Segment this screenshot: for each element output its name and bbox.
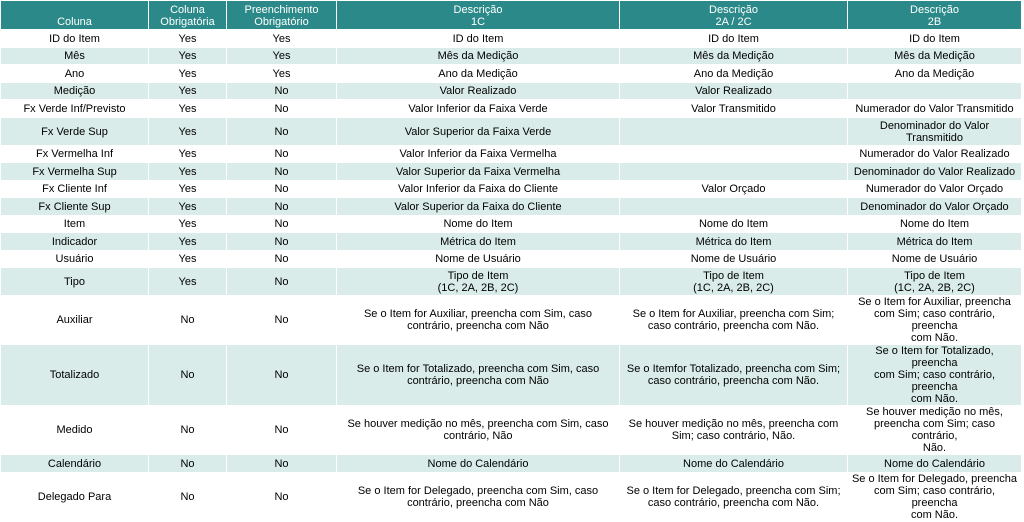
- cell-preenchimento: No: [227, 181, 337, 198]
- cell-descricao-2b: Se o Item for Delegado, preencha com Sim; caso contrário, preencha com Não.: [848, 473, 1022, 522]
- cell-descricao-1c: Se o Item for Auxiliar, preencha com Sim, caso contrário, preencha com Não: [337, 296, 620, 345]
- cell-preenchimento: No: [227, 268, 337, 296]
- cell-descricao-2a-2c: Valor Realizado: [620, 83, 848, 100]
- cell-coluna: Totalizado: [1, 345, 149, 406]
- cell-descricao-1c: Se o Item for Delegado, preencha com Sim, caso contrário, preencha com Não: [337, 473, 620, 522]
- cell-obrigatoria: No: [149, 455, 227, 473]
- cell-coluna: ID do Item: [1, 30, 149, 48]
- cell-obrigatoria: Yes: [149, 251, 227, 268]
- header-coluna-obrigatoria: [149, 1, 227, 30]
- cell-descricao-2b: Tipo de Item (1C, 2A, 2B, 2C): [848, 268, 1022, 296]
- cell-coluna: Fx Verde Sup: [1, 118, 149, 146]
- header-descricao-2b: [848, 1, 1022, 30]
- table-row: [1, 163, 1022, 181]
- cell-descricao-2b: Se houver medição no mês, preencha com Sim; caso contrário, Não.: [848, 406, 1022, 455]
- header-coluna: [1, 1, 149, 30]
- cell-coluna: Fx Verde Inf/Previsto: [1, 100, 149, 118]
- cell-descricao-1c: Se houver medição no mês, preencha com Sim, caso contrário, Não: [337, 406, 620, 455]
- cell-preenchimento: Yes: [227, 48, 337, 65]
- cell-obrigatoria: Yes: [149, 198, 227, 216]
- table-row: [1, 198, 1022, 216]
- table-row: [1, 345, 1022, 406]
- table-row: [1, 48, 1022, 65]
- header-line: Descrição: [709, 4, 758, 16]
- cell-coluna: Fx Vermelha Inf: [1, 146, 149, 163]
- header-line: Descrição: [453, 4, 503, 16]
- cell-descricao-2b: ID do Item: [848, 30, 1022, 48]
- cell-coluna: Medido: [1, 406, 149, 455]
- cell-obrigatoria: Yes: [149, 146, 227, 163]
- cell-coluna: Delegado Para: [1, 473, 149, 522]
- cell-descricao-1c: Valor Inferior da Faixa do Cliente: [337, 181, 620, 198]
- table-row: [1, 268, 1022, 296]
- cell-descricao-2a-2c: Valor Orçado: [620, 181, 848, 198]
- cell-obrigatoria: Yes: [149, 233, 227, 251]
- cell-descricao-1c: Valor Inferior da Faixa Verde: [337, 100, 620, 118]
- cell-obrigatoria: Yes: [149, 100, 227, 118]
- cell-obrigatoria: No: [149, 406, 227, 455]
- cell-coluna: Fx Cliente Sup: [1, 198, 149, 216]
- cell-descricao-2b: Métrica do Item: [848, 233, 1022, 251]
- cell-descricao-1c: Ano da Medição: [337, 65, 620, 83]
- table-body: [1, 30, 1022, 522]
- cell-preenchimento: No: [227, 455, 337, 473]
- cell-descricao-2b: Numerador do Valor Orçado: [848, 181, 1022, 198]
- cell-preenchimento: No: [227, 163, 337, 181]
- cell-descricao-2b: Denominador do Valor Realizado: [848, 163, 1022, 181]
- cell-obrigatoria: Yes: [149, 83, 227, 100]
- cell-obrigatoria: No: [149, 345, 227, 406]
- cell-preenchimento: No: [227, 406, 337, 455]
- cell-descricao-2b: Nome do Calendário: [848, 455, 1022, 473]
- header-row: [1, 1, 1022, 30]
- cell-descricao-2a-2c: Se o Itemfor Totalizado, preencha com Sim; caso contrário, preencha com Não.: [620, 345, 848, 406]
- cell-obrigatoria: Yes: [149, 30, 227, 48]
- cell-descricao-2a-2c: ID do Item: [620, 30, 848, 48]
- cell-preenchimento: No: [227, 198, 337, 216]
- cell-descricao-2b: Numerador do Valor Transmitido: [848, 100, 1022, 118]
- header-line: 1C: [470, 16, 486, 28]
- cell-descricao-2a-2c: Tipo de Item (1C, 2A, 2B, 2C): [620, 268, 848, 296]
- table-header: [1, 1, 1022, 30]
- cell-descricao-2b: Nome do Item: [848, 216, 1022, 233]
- table-row: [1, 30, 1022, 48]
- cell-coluna: Indicador: [1, 233, 149, 251]
- cell-obrigatoria: Yes: [149, 216, 227, 233]
- cell-descricao-2a-2c: Se o Item for Auxiliar, preencha com Sim; caso contrário, preencha com Não.: [620, 296, 848, 345]
- cell-descricao-2a-2c: Ano da Medição: [620, 65, 848, 83]
- cell-preenchimento: Yes: [227, 65, 337, 83]
- cell-descricao-2a-2c: Métrica do Item: [620, 233, 848, 251]
- cell-coluna: Tipo: [1, 268, 149, 296]
- cell-descricao-2a-2c: [620, 146, 848, 163]
- table-row: [1, 296, 1022, 345]
- table-row: [1, 146, 1022, 163]
- cell-coluna: Fx Cliente Inf: [1, 181, 149, 198]
- cell-descricao-1c: Tipo de Item (1C, 2A, 2B, 2C): [337, 268, 620, 296]
- header-line: Preenchimento: [244, 4, 319, 16]
- header-line: Descrição: [910, 4, 959, 16]
- cell-preenchimento: No: [227, 83, 337, 100]
- cell-descricao-2a-2c: Valor Transmitido: [620, 100, 848, 118]
- cell-descricao-1c: Valor Superior da Faixa Verde: [337, 118, 620, 146]
- cell-preenchimento: No: [227, 296, 337, 345]
- cell-coluna: Auxiliar: [1, 296, 149, 345]
- table-row: [1, 100, 1022, 118]
- header-line: Obrigatória: [160, 16, 215, 28]
- cell-descricao-1c: Nome do Item: [337, 216, 620, 233]
- cell-coluna: Fx Vermelha Sup: [1, 163, 149, 181]
- cell-obrigatoria: No: [149, 296, 227, 345]
- cell-descricao-1c: Se o Item for Totalizado, preencha com Sim, caso contrário, preencha com Não: [337, 345, 620, 406]
- table-row: [1, 216, 1022, 233]
- cell-descricao-1c: Valor Realizado: [337, 83, 620, 100]
- cell-obrigatoria: No: [149, 473, 227, 522]
- cell-preenchimento: No: [227, 118, 337, 146]
- cell-descricao-2b: Se o Item for Totalizado, preencha com Sim; caso contrário, preencha com Não.: [848, 345, 1022, 406]
- table-row: [1, 455, 1022, 473]
- cell-descricao-2a-2c: [620, 118, 848, 146]
- cell-descricao-1c: Valor Superior da Faixa Vermelha: [337, 163, 620, 181]
- table-row: [1, 118, 1022, 146]
- cell-descricao-2b: Denominador do Valor Orçado: [848, 198, 1022, 216]
- table-row: [1, 251, 1022, 268]
- cell-obrigatoria: Yes: [149, 118, 227, 146]
- cell-descricao-2a-2c: [620, 198, 848, 216]
- cell-coluna: Usuário: [1, 251, 149, 268]
- cell-preenchimento: No: [227, 216, 337, 233]
- cell-preenchimento: No: [227, 233, 337, 251]
- cell-obrigatoria: Yes: [149, 268, 227, 296]
- cell-coluna: Item: [1, 216, 149, 233]
- cell-descricao-1c: Valor Inferior da Faixa Vermelha: [337, 146, 620, 163]
- cell-obrigatoria: Yes: [149, 163, 227, 181]
- header-line: Coluna: [170, 4, 205, 16]
- table-row: [1, 406, 1022, 455]
- table-row: [1, 233, 1022, 251]
- cell-descricao-2b: Numerador do Valor Realizado: [848, 146, 1022, 163]
- cell-preenchimento: No: [227, 473, 337, 522]
- cell-descricao-2a-2c: Nome do Item: [620, 216, 848, 233]
- cell-preenchimento: No: [227, 251, 337, 268]
- cell-descricao-2a-2c: Nome de Usuário: [620, 251, 848, 268]
- cell-descricao-2b: Ano da Medição: [848, 65, 1022, 83]
- header-line: Obrigatório: [254, 16, 309, 28]
- header-line: 2A / 2C: [715, 16, 752, 28]
- cell-coluna: Medição: [1, 83, 149, 100]
- cell-obrigatoria: Yes: [149, 181, 227, 198]
- cell-descricao-2b: Mês da Medição: [848, 48, 1022, 65]
- cell-descricao-2a-2c: Se o Item for Delegado, preencha com Sim; caso contrário, preencha com Não.: [620, 473, 848, 522]
- cell-descricao-1c: Métrica do Item: [337, 233, 620, 251]
- cell-descricao-1c: Nome do Calendário: [337, 455, 620, 473]
- header-preenchimento-obrigatorio: [227, 1, 337, 30]
- header-line: Coluna: [57, 16, 92, 28]
- cell-obrigatoria: Yes: [149, 65, 227, 83]
- header-descricao-2a-2c: [620, 1, 848, 30]
- cell-descricao-2b: Nome de Usuário: [848, 251, 1022, 268]
- cell-preenchimento: Yes: [227, 30, 337, 48]
- cell-descricao-1c: Valor Superior da Faixa do Cliente: [337, 198, 620, 216]
- cell-descricao-2b: [848, 83, 1022, 100]
- cell-descricao-2a-2c: [620, 163, 848, 181]
- cell-obrigatoria: Yes: [149, 48, 227, 65]
- header-descricao-1c: [337, 1, 620, 30]
- cell-descricao-1c: Nome de Usuário: [337, 251, 620, 268]
- table-row: [1, 65, 1022, 83]
- cell-coluna: Ano: [1, 65, 149, 83]
- cell-descricao-2a-2c: Nome do Calendário: [620, 455, 848, 473]
- cell-preenchimento: No: [227, 146, 337, 163]
- table-row: [1, 83, 1022, 100]
- cell-preenchimento: No: [227, 345, 337, 406]
- table-row: [1, 473, 1022, 522]
- table-row: [1, 181, 1022, 198]
- cell-descricao-2a-2c: Se houver medição no mês, preencha com Sim; caso contrário, Não.: [620, 406, 848, 455]
- header-line: 2B: [927, 16, 942, 28]
- cell-preenchimento: No: [227, 100, 337, 118]
- cell-descricao-1c: ID do Item: [337, 30, 620, 48]
- cell-descricao-1c: Mês da Medição: [337, 48, 620, 65]
- cell-coluna: Mês: [1, 48, 149, 65]
- cell-descricao-2b: Denominador do Valor Transmitido: [848, 118, 1022, 146]
- cell-descricao-2a-2c: Mês da Medição: [620, 48, 848, 65]
- cell-descricao-2b: Se o Item for Auxiliar, preencha com Sim; caso contrário, preencha com Não.: [848, 296, 1022, 345]
- cell-coluna: Calendário: [1, 455, 149, 473]
